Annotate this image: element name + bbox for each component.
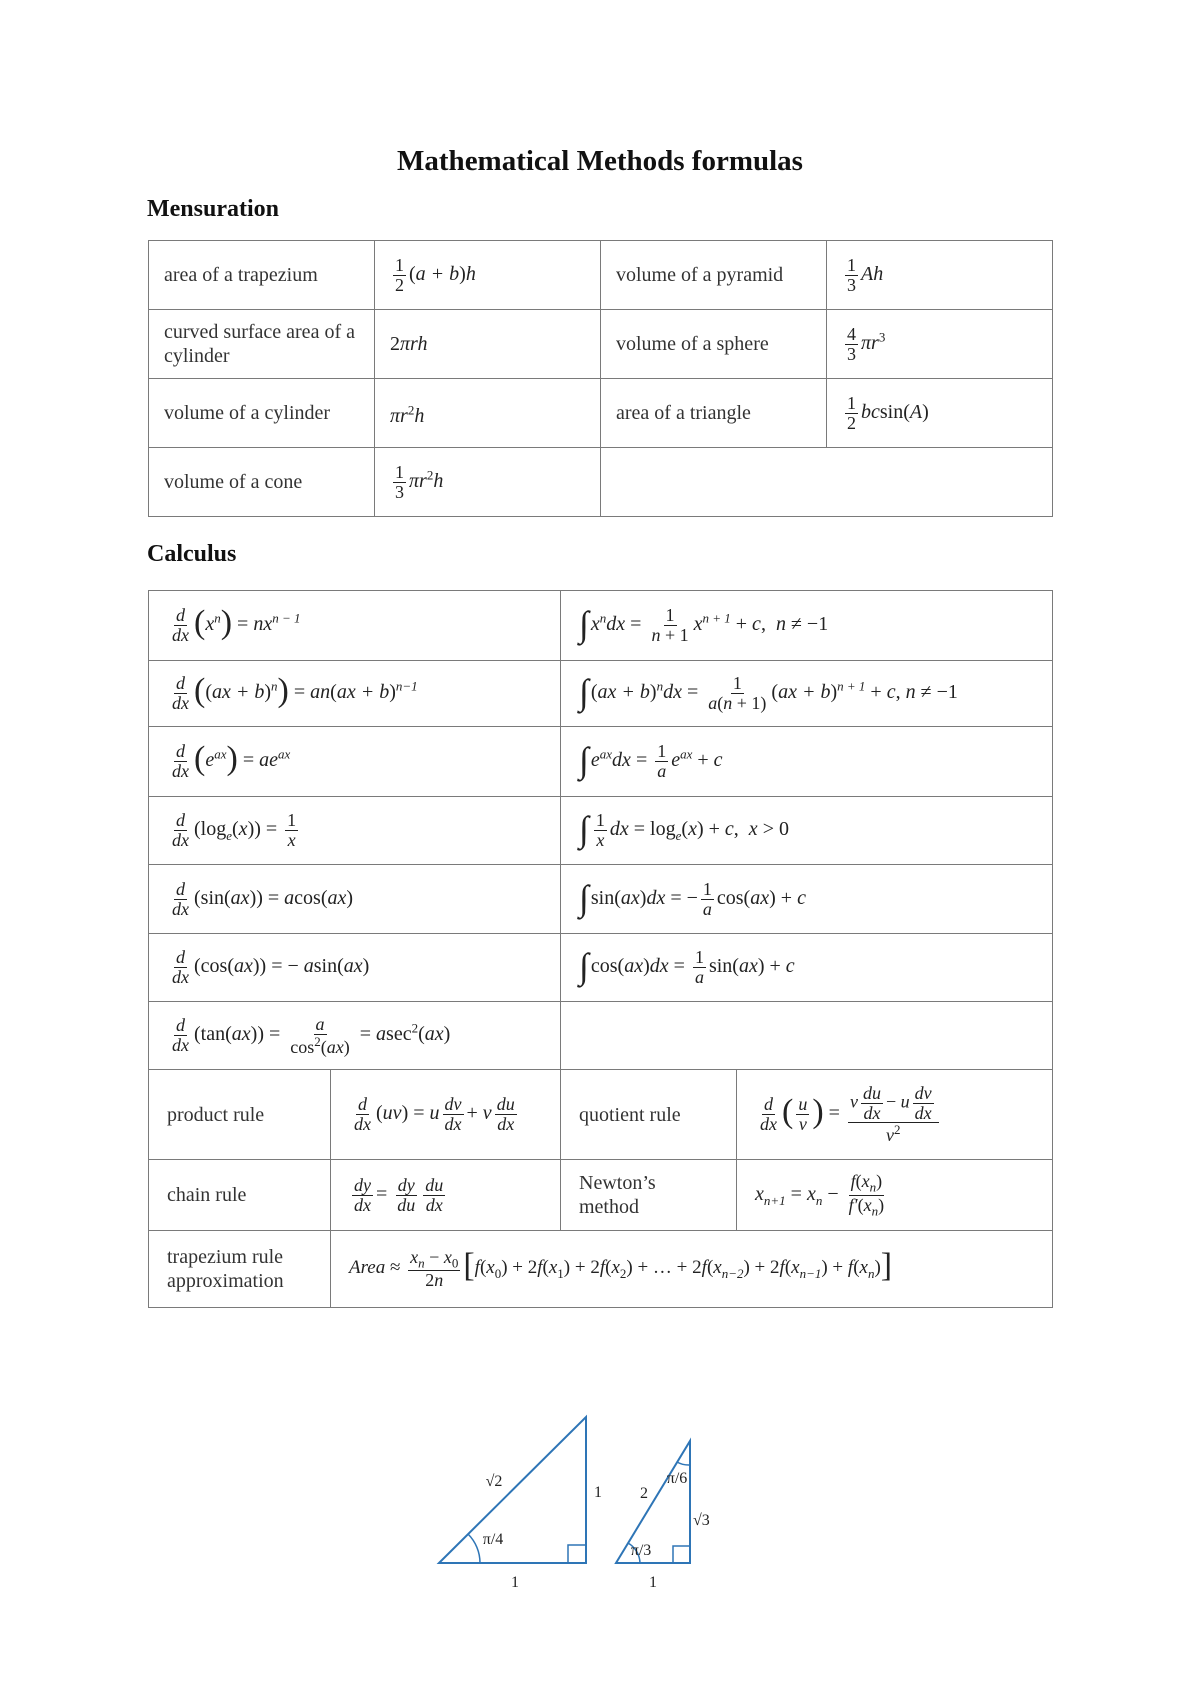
formula-area-triangle: $\frac{1}{2}$ bcsin(A)	[827, 379, 1053, 448]
label-area-triangle: area of a triangle	[601, 379, 827, 448]
formula-volume-pyramid: $\frac{1}{3}$ Ah	[827, 241, 1053, 310]
calculus-table	[148, 590, 1053, 1308]
formula-derivative-exponential: $\frac{d}{dx}$ $(e^{ax}) = ae^{ax}$	[149, 727, 561, 797]
label-volume-cylinder: volume of a cylinder	[149, 379, 375, 448]
label-side: 1	[594, 1484, 602, 1501]
table-row	[149, 310, 1053, 379]
formula-derivative-cos: $\frac{d}{dx}$ (cos(ax)) = − asin(ax)	[149, 934, 561, 1002]
formula-volume-cone: $\frac{1}{3}$ $\pi r^2h$	[375, 448, 601, 517]
label-hypotenuse: √2	[485, 1473, 503, 1490]
label-base: 1	[649, 1574, 657, 1591]
label-angle-top: π/6	[666, 1470, 688, 1487]
table-row	[149, 379, 1053, 448]
formula-volume-cylinder: $\pi r^2h$	[375, 379, 601, 448]
formula-derivative-sin: $\frac{d}{dx}$ (sin(ax)) = acos(ax)	[149, 865, 561, 934]
formula-quotient-rule: $\frac{d}{dx}$ ( $\frac{u}{v}$ ) = v $\frac{du}{dx}$ − u $\frac{dv}{dx}$ $v^2$	[737, 1070, 1053, 1160]
formula-derivative-tan: $\frac{d}{dx}$ (tan(ax)) = $\frac{a}{\cos^2(ax)}$ = asec$^2$(ax)	[149, 1002, 561, 1070]
label-curved-surface-cylinder: curved surface area of a cylinder	[149, 310, 375, 379]
formula-newtons-method: $x_{n+1} = x_n$ − $\frac{f(x_n)}{f'(x_n)}$	[737, 1160, 1053, 1231]
formula-derivative-power: $\frac{d}{dx}$ $(x^n) = nx^{n - 1}$	[149, 591, 561, 661]
label-product-rule: product rule	[149, 1070, 331, 1160]
table-row	[149, 934, 1053, 1002]
label-chain-rule: chain rule	[149, 1160, 331, 1231]
mensuration-table	[148, 240, 1053, 517]
table-row	[149, 661, 1053, 727]
table-row	[149, 1231, 1053, 1308]
label-angle: π/4	[482, 1531, 504, 1548]
table-row	[149, 727, 1053, 797]
label-area-trapezium: area of a trapezium	[149, 241, 375, 310]
formula-product-rule: $\frac{d}{dx}$ (uv) = u $\frac{dv}{dx}$ + v $\frac{du}{dx}$	[331, 1070, 561, 1160]
empty-cell	[601, 448, 1053, 517]
table-row	[149, 1002, 1053, 1070]
formula-area-trapezium: $\frac{1}{2}$ (a + b)h	[375, 241, 601, 310]
label-newtons-method: Newton’s method	[561, 1160, 737, 1231]
triangle-diagrams	[0, 1400, 1200, 1600]
formula-chain-rule: $\frac{dy}{dx}$ = $\frac{dy}{du}$ $\frac{du}{dx}$	[331, 1160, 561, 1231]
table-row	[149, 448, 1053, 517]
table-row	[149, 797, 1053, 865]
label-quotient-rule: quotient rule	[561, 1070, 737, 1160]
label-volume-cone: volume of a cone	[149, 448, 375, 517]
formula-integral-reciprocal: ∫ $\frac{1}{x}$ dx = $\log_e(x) + c$, x > 0	[561, 797, 1053, 865]
table-row	[149, 865, 1053, 934]
formula-curved-surface-cylinder: 2πrh	[375, 310, 601, 379]
triangle-45	[439, 1417, 602, 1591]
formula-derivative-linear-power: $\frac{d}{dx}$ ((ax + b)$^n$) = an(ax + b)$^{n-1}$	[149, 661, 561, 727]
formula-integral-exponential: ∫ $e^{ax}dx$ = $\frac{1}{a}$ $e^{ax} + c$	[561, 727, 1053, 797]
triangle-30-60	[616, 1441, 710, 1591]
formula-integral-sin: ∫ sin(ax)dx = − $\frac{1}{a}$ cos(ax) + c	[561, 865, 1053, 934]
table-row	[149, 591, 1053, 661]
label-base: 1	[511, 1574, 519, 1591]
formula-integral-cos: ∫ cos(ax)dx = $\frac{1}{a}$ sin(ax) + c	[561, 934, 1053, 1002]
formula-integral-power: ∫ $x^ndx$ = $\frac{1}{n + 1}$ $x^{n + 1} + c$, n ≠ −1	[561, 591, 1053, 661]
formula-trapezium-rule: Area ≈ $\frac{x_n - x_0}{2n}$ [$f(x_0) + 2f(x_1) + 2f(x_2)$ + … + $2f(x_{n-2}) + 2f(x_{n-1}) + f(x_n)$]	[331, 1231, 1053, 1308]
label-hypotenuse: 2	[640, 1485, 648, 1502]
section-heading-calculus: Calculus	[147, 541, 237, 567]
table-row	[149, 1070, 1053, 1160]
section-heading-mensuration: Mensuration	[147, 196, 279, 222]
label-side: √3	[693, 1512, 710, 1529]
label-volume-sphere: volume of a sphere	[601, 310, 827, 379]
page-title: Mathematical Methods formulas	[397, 145, 803, 177]
label-volume-pyramid: volume of a pyramid	[601, 241, 827, 310]
formula-integral-linear-power: ∫ (ax + b)$^n$dx = $\frac{1}{a(n + 1)}$ (ax + b)$^{n + 1}$ + c, n ≠ −1	[561, 661, 1053, 727]
label-angle-bottom: π/3	[630, 1542, 652, 1559]
formula-volume-sphere: $\frac{4}{3}$ $\pi r^3$	[827, 310, 1053, 379]
table-row	[149, 1160, 1053, 1231]
formula-derivative-log: $\frac{d}{dx}$ $(\log_e(x))$ = $\frac{1}{x}$	[149, 797, 561, 865]
empty-cell	[561, 1002, 1053, 1070]
label-trapezium-rule: trapezium rule approximation	[149, 1231, 331, 1308]
table-row	[149, 241, 1053, 310]
